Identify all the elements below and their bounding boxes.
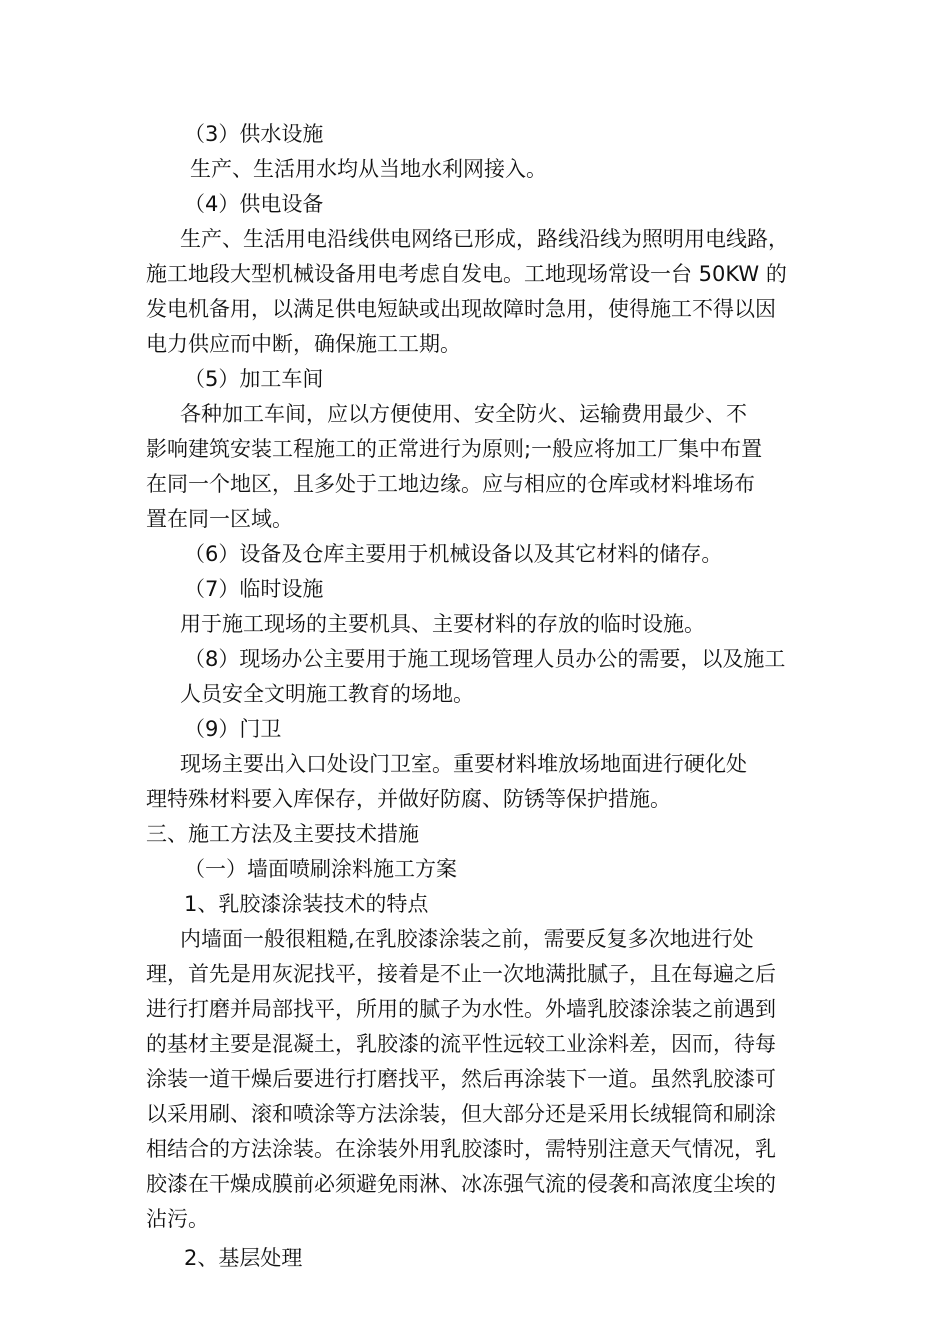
- paragraph-line: 发电机备用，以满足供电短缺或出现故障时急用，使得施工不得以因: [146, 297, 776, 321]
- paragraph-line: 各种加工车间，应以方便使用、安全防火、运输费用最少、不: [180, 402, 747, 426]
- heading-equipment-warehouse: （6）设备及仓库主要用于机械设备以及其它材料的储存。: [184, 542, 723, 566]
- heading-site-office: （8）现场办公主要用于施工现场管理人员办公的需要，以及施工: [184, 647, 786, 671]
- item-heading: 2、基层处理: [184, 1246, 303, 1270]
- paragraph-line: 的基材主要是混凝土，乳胶漆的流平性远较工业涂料差，因而，待每: [146, 1032, 776, 1056]
- paragraph-line: 沾污。: [146, 1207, 209, 1231]
- paragraph-line: 进行打磨并局部找平，所用的腻子为水性。外墙乳胶漆涂装之前遇到: [146, 997, 776, 1021]
- heading-power-supply: （4）供电设备: [184, 192, 324, 216]
- heading-guard: （9）门卫: [184, 717, 282, 741]
- item-heading: 1、乳胶漆涂装技术的特点: [184, 892, 429, 916]
- section-heading: 三、施工方法及主要技术措施: [146, 822, 419, 846]
- paragraph-line: 在同一个地区，且多处于工地边缘。应与相应的仓库或材料堆场布: [146, 472, 755, 496]
- paragraph-line: 生产、生活用电沿线供电网络已形成，路线沿线为照明用电线路，: [180, 227, 789, 251]
- paragraph-line: 相结合的方法涂装。在涂装外用乳胶漆时，需特别注意天气情况，乳: [146, 1137, 776, 1161]
- paragraph-line: 理，首先是用灰泥找平，接着是不止一次地满批腻子，且在每遍之后: [146, 962, 776, 986]
- paragraph-line: 置在同一区域。: [146, 507, 293, 531]
- paragraph-line: 人员安全文明施工教育的场地。: [180, 682, 474, 706]
- paragraph-line: 内墙面一般很粗糙,在乳胶漆涂装之前，需要反复多次地进行处: [180, 927, 754, 951]
- paragraph-line: 涂装一道干燥后要进行打磨找平，然后再涂装下一道。虽然乳胶漆可: [146, 1067, 776, 1091]
- paragraph-line: 用于施工现场的主要机具、主要材料的存放的临时设施。: [180, 612, 705, 636]
- paragraph-line: 施工地段大型机械设备用电考虑自发电。工地现场常设一台 50KW 的: [146, 262, 787, 286]
- heading-workshop: （5）加工车间: [184, 367, 324, 391]
- paragraph-line: 理特殊材料要入库保存，并做好防腐、防锈等保护措施。: [146, 787, 671, 811]
- paragraph-line: 现场主要出入口处设门卫室。重要材料堆放场地面进行硬化处: [180, 752, 747, 776]
- paragraph-line: 胶漆在干燥成膜前必须避免雨淋、冰冻强气流的侵袭和高浓度尘埃的: [146, 1172, 776, 1196]
- paragraph-line: 以采用刷、滚和喷涂等方法涂装，但大部分还是采用长绒辊筒和刷涂: [146, 1102, 776, 1126]
- heading-temporary-facilities: （7）临时设施: [184, 577, 324, 601]
- paragraph-line: 影响建筑安装工程施工的正常进行为原则;一般应将加工厂集中布置: [146, 437, 763, 461]
- subsection-heading: （一）墙面喷刷涂料施工方案: [184, 857, 457, 881]
- paragraph-line: 电力供应而中断，确保施工工期。: [146, 332, 461, 356]
- heading-water-supply: （3）供水设施: [184, 122, 324, 146]
- paragraph-line: 生产、生活用水均从当地水利网接入。: [190, 157, 547, 181]
